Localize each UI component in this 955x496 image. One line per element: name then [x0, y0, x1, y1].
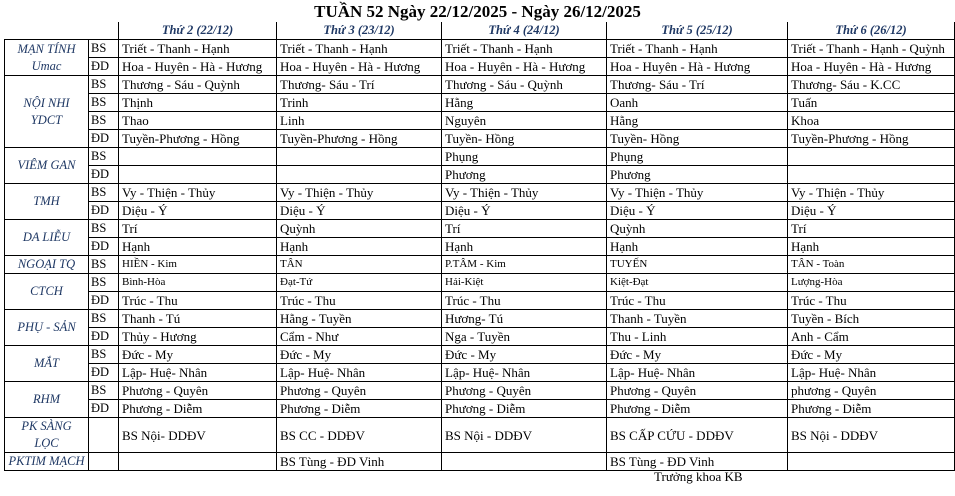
table-row	[5, 382, 955, 400]
staff-cell: Hạnh	[119, 238, 277, 256]
staff-cell: Lập- Huệ- Nhân	[119, 364, 277, 382]
staff-cell: Trí	[442, 220, 607, 238]
role-cell: BS	[89, 40, 119, 58]
department-label: NGOẠI TQ	[5, 256, 89, 274]
day-header-row	[5, 22, 955, 40]
staff-cell: Trúc - Thu	[788, 292, 955, 310]
staff-cell: Hạnh	[442, 238, 607, 256]
role-cell: BS	[89, 112, 119, 130]
staff-cell: TÂN - Toàn	[788, 256, 955, 274]
staff-cell: Hương- Tú	[442, 310, 607, 328]
department-label: MẮT	[5, 346, 89, 382]
staff-cell: Đức - My	[442, 346, 607, 364]
staff-cell: Hoa - Huyên - Hà - Hương	[607, 58, 788, 76]
department-label: MẠN TÍNH Umac	[5, 40, 89, 76]
staff-cell: Phương - Diễm	[442, 400, 607, 418]
staff-cell: Hằng	[607, 112, 788, 130]
staff-cell: Lập- Huệ- Nhân	[277, 364, 442, 382]
staff-cell: Vy - Thiện - Thủy	[607, 184, 788, 202]
table-row	[5, 256, 955, 274]
day-header: Thứ 2 (22/12)	[119, 22, 277, 40]
staff-cell: Thịnh	[119, 94, 277, 112]
department-label: TMH	[5, 184, 89, 220]
staff-cell: Trúc - Thu	[277, 292, 442, 310]
table-row	[5, 220, 955, 238]
department-label: DA LIỄU	[5, 220, 89, 256]
role-cell: BS	[89, 184, 119, 202]
role-cell	[89, 453, 119, 471]
role-cell: BS	[89, 346, 119, 364]
table-row	[5, 453, 955, 471]
role-cell: ĐD	[89, 238, 119, 256]
staff-cell: Tuyền- Hồng	[607, 130, 788, 148]
staff-cell	[119, 453, 277, 471]
staff-cell: Phương - Diễm	[607, 400, 788, 418]
role-cell: BS	[89, 310, 119, 328]
staff-cell: Phương - Quyên	[442, 382, 607, 400]
staff-cell: Hạnh	[607, 238, 788, 256]
role-cell: BS	[89, 274, 119, 292]
staff-cell: Diệu - Ý	[788, 202, 955, 220]
table-row	[5, 148, 955, 166]
staff-cell: Trúc - Thu	[607, 292, 788, 310]
staff-cell: Anh - Cẩm	[788, 328, 955, 346]
staff-cell: Phương - Quyên	[277, 382, 442, 400]
staff-cell: Linh	[277, 112, 442, 130]
staff-cell: BS Tùng - ĐD Vinh	[607, 453, 788, 471]
staff-cell: Hằng - Tuyền	[277, 310, 442, 328]
staff-cell: TUYẾN	[607, 256, 788, 274]
role-cell: BS	[89, 76, 119, 94]
staff-cell: Hoa - Huyên - Hà - Hương	[119, 58, 277, 76]
staff-cell: Hạnh	[277, 238, 442, 256]
staff-cell: Tuyền-Phương - Hồng	[119, 130, 277, 148]
staff-cell: Vy - Thiện - Thủy	[119, 184, 277, 202]
staff-cell: BS Nội- DDĐV	[119, 418, 277, 453]
staff-cell: BS Nội - DDĐV	[442, 418, 607, 453]
role-cell: BS	[89, 148, 119, 166]
staff-cell: Đức - My	[277, 346, 442, 364]
staff-cell: Triết - Thanh - Hạnh	[442, 40, 607, 58]
staff-cell: Lượng-Hòa	[788, 274, 955, 292]
role-cell: ĐD	[89, 364, 119, 382]
staff-cell: BS CC - DDĐV	[277, 418, 442, 453]
staff-cell: Thương - Sáu - Quỳnh	[442, 76, 607, 94]
staff-cell: Thanh - Tuyền	[607, 310, 788, 328]
department-label: PK SÀNG LỌC	[5, 418, 89, 453]
staff-cell: Nguyên	[442, 112, 607, 130]
staff-cell: Nga - Tuyền	[442, 328, 607, 346]
table-row	[5, 418, 955, 453]
staff-cell: Trúc - Thu	[442, 292, 607, 310]
table-row	[5, 400, 955, 418]
staff-cell: BS Nội - DDĐV	[788, 418, 955, 453]
staff-cell: Diệu - Ý	[277, 202, 442, 220]
role-cell: BS	[89, 94, 119, 112]
staff-cell: Tuấn	[788, 94, 955, 112]
staff-cell: Khoa	[788, 112, 955, 130]
table-row	[5, 76, 955, 94]
department-label: NỘI NHI YDCT	[5, 76, 89, 148]
table-row	[5, 112, 955, 130]
staff-cell	[119, 166, 277, 184]
staff-cell	[119, 148, 277, 166]
day-header: Thứ 6 (26/12)	[788, 22, 955, 40]
staff-cell: Thu - Linh	[607, 328, 788, 346]
staff-cell	[277, 166, 442, 184]
staff-cell: Thương- Sáu - Trí	[277, 76, 442, 94]
staff-cell	[442, 453, 607, 471]
role-cell: BS	[89, 220, 119, 238]
corner-cell	[5, 22, 119, 40]
day-header: Thứ 3 (23/12)	[277, 22, 442, 40]
table-row	[5, 346, 955, 364]
staff-cell: Diệu - Ý	[607, 202, 788, 220]
staff-cell: Phụng	[442, 148, 607, 166]
department-label: CTCH	[5, 274, 89, 310]
staff-cell: Thanh - Tú	[119, 310, 277, 328]
staff-cell: Đức - My	[607, 346, 788, 364]
staff-cell: Tuyền - Bích	[788, 310, 955, 328]
staff-cell: Quỳnh	[277, 220, 442, 238]
role-cell: ĐD	[89, 58, 119, 76]
staff-cell: Trinh	[277, 94, 442, 112]
staff-cell: Hạnh	[788, 238, 955, 256]
staff-cell: Oanh	[607, 94, 788, 112]
staff-cell: Vy - Thiện - Thủy	[277, 184, 442, 202]
staff-cell: Phụng	[607, 148, 788, 166]
staff-cell: Lập- Huệ- Nhân	[607, 364, 788, 382]
staff-cell	[277, 148, 442, 166]
role-cell: ĐD	[89, 328, 119, 346]
role-cell: ĐD	[89, 166, 119, 184]
department-label: PHỤ - SẢN	[5, 310, 89, 346]
department-label: RHM	[5, 382, 89, 418]
role-cell: ĐD	[89, 292, 119, 310]
role-cell: ĐD	[89, 400, 119, 418]
staff-cell: Diệu - Ý	[119, 202, 277, 220]
staff-cell: Triết - Thanh - Hạnh	[277, 40, 442, 58]
table-row	[5, 184, 955, 202]
staff-cell: Phương - Diễm	[277, 400, 442, 418]
staff-cell: Quỳnh	[607, 220, 788, 238]
staff-cell: Lập- Huệ- Nhân	[788, 364, 955, 382]
staff-cell: Tuyền- Hồng	[442, 130, 607, 148]
staff-cell: Phương - Diễm	[119, 400, 277, 418]
staff-cell: Diệu - Ý	[442, 202, 607, 220]
staff-cell: Phương	[607, 166, 788, 184]
staff-cell: Thương- Sáu - K.CC	[788, 76, 955, 94]
staff-cell: Hải-Kiệt	[442, 274, 607, 292]
role-cell: BS	[89, 382, 119, 400]
day-header: Thứ 4 (24/12)	[442, 22, 607, 40]
staff-cell: BS Tùng - ĐD Vinh	[277, 453, 442, 471]
table-row	[5, 58, 955, 76]
staff-cell: Triết - Thanh - Hạnh - Quỳnh	[788, 40, 955, 58]
staff-cell: Đạt-Tứ	[277, 274, 442, 292]
staff-cell: Trúc - Thu	[119, 292, 277, 310]
staff-cell: Kiệt-Đạt	[607, 274, 788, 292]
table-row	[5, 292, 955, 310]
staff-cell: Phương	[442, 166, 607, 184]
staff-cell: Vy - Thiện - Thủy	[442, 184, 607, 202]
staff-cell: Thao	[119, 112, 277, 130]
table-row	[5, 364, 955, 382]
table-row	[5, 40, 955, 58]
staff-cell: Thương - Sáu - Quỳnh	[119, 76, 277, 94]
signature-label: Trưởng khoa KB	[654, 469, 743, 484]
staff-cell: Phương - Diễm	[788, 400, 955, 418]
table-row	[5, 328, 955, 346]
department-label: VIÊM GAN	[5, 148, 89, 184]
role-cell: BS	[89, 256, 119, 274]
staff-cell: phương - Quyên	[788, 382, 955, 400]
staff-cell: Thủy - Hương	[119, 328, 277, 346]
staff-cell: Hoa - Huyên - Hà - Hương	[277, 58, 442, 76]
duty-schedule-table	[4, 22, 955, 471]
role-cell: ĐD	[89, 202, 119, 220]
staff-cell: Thương- Sáu - Trí	[607, 76, 788, 94]
staff-cell: Bình-Hòa	[119, 274, 277, 292]
staff-cell: Hoa - Huyên - Hà - Hương	[442, 58, 607, 76]
day-header: Thứ 5 (25/12)	[607, 22, 788, 40]
staff-cell: Vy - Thiện - Thủy	[788, 184, 955, 202]
staff-cell: Đức - My	[119, 346, 277, 364]
staff-cell: Tuyền-Phương - Hồng	[788, 130, 955, 148]
staff-cell: Triết - Thanh - Hạnh	[607, 40, 788, 58]
table-row	[5, 130, 955, 148]
table-row	[5, 310, 955, 328]
table-row	[5, 202, 955, 220]
staff-cell: Trí	[119, 220, 277, 238]
staff-cell: Phương - Quyên	[119, 382, 277, 400]
staff-cell: TÂN	[277, 256, 442, 274]
department-label: PKTIM MẠCH	[5, 453, 89, 471]
schedule-title: TUẦN 52 Ngày 22/12/2025 - Ngày 26/12/2025	[314, 2, 641, 21]
staff-cell: HIỀN - Kim	[119, 256, 277, 274]
table-row	[5, 274, 955, 292]
staff-cell: Hoa - Huyên - Hà - Hương	[788, 58, 955, 76]
staff-cell: Lập- Huệ- Nhân	[442, 364, 607, 382]
staff-cell: Hằng	[442, 94, 607, 112]
table-row	[5, 94, 955, 112]
staff-cell	[788, 453, 955, 471]
staff-cell: P.TÂM - Kim	[442, 256, 607, 274]
staff-cell: Đức - My	[788, 346, 955, 364]
staff-cell: Trí	[788, 220, 955, 238]
staff-cell: Phương - Quyên	[607, 382, 788, 400]
staff-cell: BS CẤP CỨU - DDĐV	[607, 418, 788, 453]
table-row	[5, 238, 955, 256]
staff-cell: Cẩm - Như	[277, 328, 442, 346]
table-row	[5, 166, 955, 184]
staff-cell	[788, 166, 955, 184]
staff-cell: Tuyền-Phương - Hồng	[277, 130, 442, 148]
staff-cell	[788, 148, 955, 166]
role-cell	[89, 418, 119, 453]
staff-cell: Triết - Thanh - Hạnh	[119, 40, 277, 58]
role-cell: ĐD	[89, 130, 119, 148]
